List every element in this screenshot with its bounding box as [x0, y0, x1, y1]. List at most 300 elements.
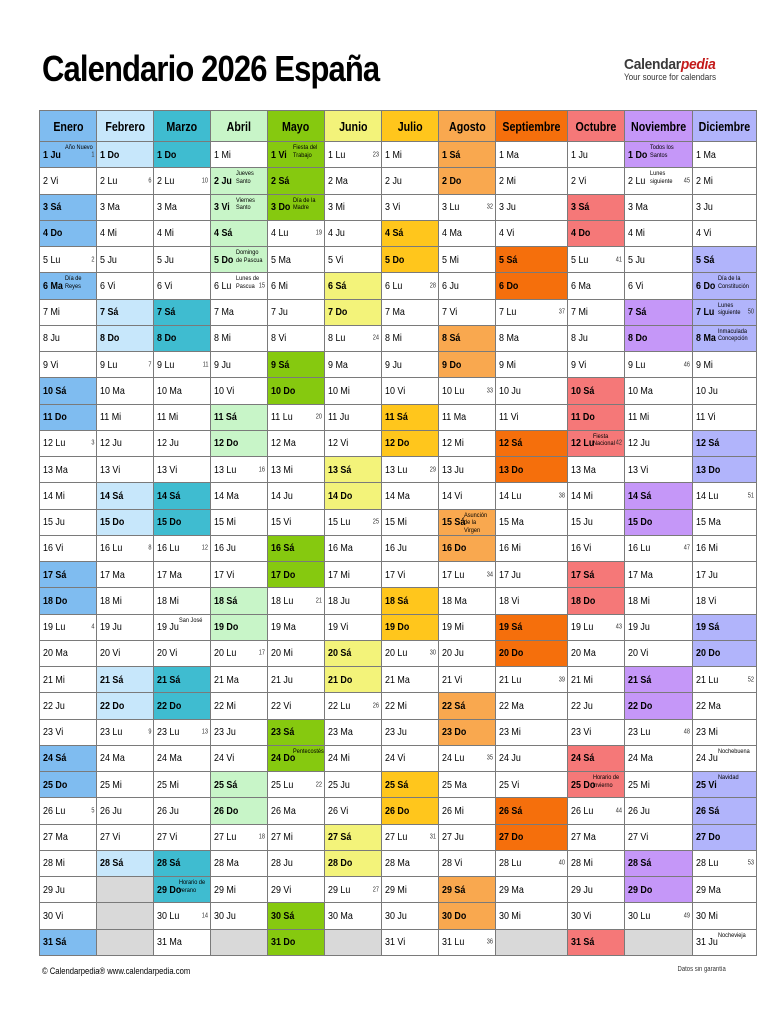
day-label: 3 Ma	[157, 201, 177, 214]
day-cell	[439, 273, 496, 299]
day-cell	[382, 640, 439, 666]
day-cell	[693, 378, 757, 404]
day-label: 24 Ma	[100, 752, 125, 765]
day-cell	[567, 325, 624, 351]
day-cell	[325, 745, 382, 771]
day-label: 9 Do	[442, 358, 462, 371]
day-label: 29 Ju	[43, 883, 65, 896]
day-row	[40, 168, 757, 194]
day-row	[40, 220, 757, 246]
day-cell	[624, 745, 692, 771]
day-cell	[567, 457, 624, 483]
week-number: 28	[429, 282, 437, 290]
day-cell	[439, 325, 496, 351]
day-cell	[154, 483, 211, 509]
day-label: 2 Lu	[100, 174, 118, 187]
day-cell	[567, 824, 624, 850]
day-cell	[211, 194, 268, 220]
day-label: 31 Lu	[442, 936, 465, 949]
holiday-note: Inmaculada Concepción	[718, 327, 748, 343]
day-label: 17 Vi	[214, 568, 235, 581]
day-label: 23 Vi	[43, 726, 64, 739]
day-label: 22 Sá	[442, 699, 466, 712]
day-cell	[567, 194, 624, 220]
day-label: 31 Vi	[385, 936, 406, 949]
day-label: 25 Mi	[157, 778, 179, 791]
day-label: 23 Mi	[696, 726, 718, 739]
day-label: 22 Do	[627, 699, 653, 712]
day-cell	[97, 457, 154, 483]
day-label: 9 Ju	[385, 358, 402, 371]
day-label: 4 Sá	[214, 227, 233, 240]
day-label: 10 Ma	[100, 384, 125, 397]
day-cell	[154, 772, 211, 798]
day-label: 5 Lu	[570, 253, 589, 266]
day-cell	[496, 535, 568, 561]
week-number: 45	[683, 177, 691, 185]
day-cell	[268, 929, 325, 955]
week-number: 22	[315, 781, 323, 789]
day-cell	[154, 273, 211, 299]
week-number: 37	[558, 308, 566, 316]
day-label: 22 Do	[100, 699, 125, 712]
day-label: 14 Sá	[157, 489, 181, 502]
month-header	[624, 111, 692, 142]
week-number: 36	[486, 938, 494, 946]
day-cell	[567, 640, 624, 666]
day-row	[40, 667, 757, 693]
day-cell	[567, 168, 624, 194]
day-label: 18 Ma	[442, 594, 467, 607]
day-label: 6 Ma	[43, 279, 63, 292]
week-number: 33	[486, 387, 494, 395]
day-label: 18 Vi	[696, 594, 717, 607]
day-label: 11 Ma	[442, 411, 467, 424]
day-label: 7 Mi	[43, 306, 60, 319]
day-cell	[97, 168, 154, 194]
day-label: 5 Vi	[328, 253, 344, 266]
day-label: 7 Ma	[385, 306, 405, 319]
day-cell	[382, 772, 439, 798]
day-cell	[567, 798, 624, 824]
day-cell	[439, 693, 496, 719]
day-label: 30 Do	[442, 909, 467, 922]
day-label: 18 Mi	[157, 594, 179, 607]
day-label: 25 Ma	[442, 778, 467, 791]
day-label: 6 Do	[499, 279, 519, 292]
day-cell	[382, 483, 439, 509]
day-row	[40, 457, 757, 483]
day-cell	[439, 562, 496, 588]
day-label: 1 Do	[100, 148, 120, 161]
day-cell	[268, 562, 325, 588]
day-cell	[567, 719, 624, 745]
footer-copyright[interactable]: © Calendarpedia® www.calendarpedia.com	[42, 966, 191, 976]
month-header	[211, 111, 268, 142]
day-cell	[439, 352, 496, 378]
day-cell	[325, 640, 382, 666]
week-number: 1	[91, 151, 95, 159]
week-number: 29	[429, 466, 437, 474]
day-label: 13 Vi	[627, 463, 648, 476]
day-cell	[97, 509, 154, 535]
week-number: 50	[747, 308, 755, 316]
day-cell	[268, 772, 325, 798]
day-cell	[567, 535, 624, 561]
day-cell	[211, 247, 268, 273]
day-row	[40, 903, 757, 929]
day-cell	[624, 273, 692, 299]
day-label: 21 Ma	[385, 673, 410, 686]
day-cell	[268, 247, 325, 273]
day-label: 26 Ma	[271, 804, 296, 817]
day-label: 14 Ju	[271, 489, 293, 502]
day-label: 23 Lu	[157, 726, 180, 739]
day-cell	[439, 745, 496, 771]
day-row	[40, 430, 757, 456]
day-cell	[97, 667, 154, 693]
day-label: 27 Sá	[328, 831, 352, 844]
day-label: 18 Ju	[328, 594, 350, 607]
day-label: 26 Ju	[100, 804, 122, 817]
day-label: 24 Vi	[385, 752, 406, 765]
day-label: 6 Vi	[100, 279, 116, 292]
day-cell	[624, 824, 692, 850]
day-cell	[496, 772, 568, 798]
day-label: 23 Do	[442, 726, 467, 739]
day-label: 18 Mi	[627, 594, 650, 607]
day-cell	[624, 325, 692, 351]
day-cell	[496, 378, 568, 404]
day-cell	[567, 667, 624, 693]
day-label: 16 Lu	[157, 542, 180, 555]
day-cell	[325, 378, 382, 404]
day-cell	[325, 247, 382, 273]
day-cell	[154, 142, 211, 168]
day-label: 11 Lu	[271, 411, 293, 424]
day-cell	[624, 194, 692, 220]
empty-cell	[97, 903, 154, 929]
day-label: 4 Mi	[157, 227, 174, 240]
day-label: 24 Do	[271, 752, 296, 765]
day-row	[40, 850, 757, 876]
day-cell	[40, 352, 97, 378]
day-label: 13 Sá	[328, 463, 352, 476]
day-label: 30 Ma	[328, 909, 353, 922]
day-label: 3 Ma	[627, 201, 648, 214]
day-cell	[693, 509, 757, 535]
day-row	[40, 614, 757, 640]
day-label: 30 Sá	[271, 909, 295, 922]
day-label: 29 Ju	[570, 883, 593, 896]
month-header	[567, 111, 624, 142]
day-label: 19 Sá	[499, 621, 523, 634]
day-label: 10 Sá	[570, 384, 595, 397]
day-label: 7 Ju	[271, 306, 288, 319]
day-label: 2 Ju	[214, 174, 232, 187]
month-name: Agosto	[448, 118, 486, 134]
day-cell	[97, 325, 154, 351]
day-cell	[154, 194, 211, 220]
day-label: 29 Ma	[499, 883, 524, 896]
day-label: 24 Mi	[328, 752, 350, 765]
day-label: 14 Ma	[214, 489, 239, 502]
day-cell	[382, 247, 439, 273]
month-header	[496, 111, 568, 142]
day-cell	[624, 299, 692, 325]
day-label: 19 Do	[385, 621, 410, 634]
day-label: 30 Lu	[627, 909, 651, 922]
day-cell	[211, 142, 268, 168]
day-label: 24 Lu	[442, 752, 465, 765]
month-header-row	[40, 111, 757, 142]
day-cell	[624, 640, 692, 666]
day-label: 30 Lu	[157, 909, 180, 922]
day-label: 2 Ju	[385, 174, 402, 187]
day-cell	[624, 850, 692, 876]
day-cell	[567, 247, 624, 273]
day-cell	[40, 273, 97, 299]
day-label: 27 Ma	[570, 831, 596, 844]
day-label: 12 Ju	[157, 437, 179, 450]
day-label: 12 Sá	[499, 437, 523, 450]
day-cell	[97, 772, 154, 798]
day-cell	[624, 798, 692, 824]
day-cell	[382, 745, 439, 771]
day-cell	[693, 430, 757, 456]
day-label: 11 Sá	[214, 411, 237, 424]
day-cell	[40, 614, 97, 640]
day-label: 25 Vi	[696, 778, 717, 791]
day-label: 17 Vi	[385, 568, 406, 581]
day-cell	[693, 667, 757, 693]
day-cell	[624, 220, 692, 246]
day-cell	[567, 220, 624, 246]
day-label: 9 Vi	[570, 358, 587, 371]
day-label: 9 Lu	[100, 358, 118, 371]
day-cell	[154, 614, 211, 640]
day-label: 9 Ju	[214, 358, 231, 371]
day-label: 2 Mi	[499, 174, 516, 187]
day-cell	[439, 247, 496, 273]
day-label: 30 Mi	[696, 909, 718, 922]
day-label: 21 Lu	[696, 673, 719, 686]
day-cell	[382, 325, 439, 351]
day-cell	[40, 430, 97, 456]
day-cell	[382, 535, 439, 561]
day-label: 7 Lu	[696, 306, 715, 319]
day-cell	[211, 168, 268, 194]
day-label: 10 Do	[271, 384, 296, 397]
day-cell	[624, 483, 692, 509]
day-cell	[97, 430, 154, 456]
day-label: 20 Sá	[328, 647, 352, 660]
day-label: 19 Lu	[570, 621, 594, 634]
day-cell	[567, 299, 624, 325]
day-label: 22 Vi	[271, 699, 292, 712]
day-cell	[40, 168, 97, 194]
day-label: 15 Ma	[499, 516, 524, 529]
day-cell	[154, 903, 211, 929]
holiday-note: Día de la Constitución	[718, 275, 749, 290]
day-cell	[154, 745, 211, 771]
day-cell	[693, 273, 757, 299]
day-cell	[567, 588, 624, 614]
week-number: 23	[372, 151, 380, 159]
month-header	[325, 111, 382, 142]
day-label: 18 Mi	[100, 594, 122, 607]
day-label: 26 Ju	[627, 804, 650, 817]
month-header	[439, 111, 496, 142]
day-label: 29 Mi	[385, 883, 407, 896]
day-cell	[693, 640, 757, 666]
day-label: 9 Ma	[328, 358, 348, 371]
day-cell	[693, 168, 757, 194]
day-label: 14 Ma	[385, 489, 410, 502]
week-number: 41	[615, 256, 623, 264]
day-cell	[439, 667, 496, 693]
day-label: 10 Ju	[696, 384, 718, 397]
day-label: 16 Sá	[271, 542, 295, 555]
day-label: 6 Sá	[328, 279, 347, 292]
day-row	[40, 798, 757, 824]
week-number: 53	[747, 859, 755, 867]
day-cell	[693, 772, 757, 798]
day-cell	[567, 509, 624, 535]
day-cell	[268, 325, 325, 351]
day-label: 27 Mi	[271, 831, 293, 844]
day-label: 6 Ma	[570, 279, 591, 292]
day-cell	[154, 640, 211, 666]
day-label: 8 Mi	[214, 332, 231, 345]
day-label: 27 Vi	[157, 831, 178, 844]
day-cell	[325, 299, 382, 325]
day-label: 8 Ma	[696, 332, 716, 345]
day-label: 24 Ma	[627, 752, 653, 765]
day-cell	[40, 562, 97, 588]
day-cell	[154, 588, 211, 614]
day-cell	[693, 325, 757, 351]
day-label: 13 Ma	[570, 463, 596, 476]
week-number: 39	[558, 676, 566, 684]
day-cell	[325, 719, 382, 745]
day-cell	[693, 194, 757, 220]
day-cell	[439, 168, 496, 194]
day-cell	[624, 614, 692, 640]
day-label: 9 Mi	[696, 358, 713, 371]
day-cell	[154, 667, 211, 693]
day-label: 5 Lu	[43, 253, 61, 266]
day-cell	[496, 299, 568, 325]
day-cell	[211, 562, 268, 588]
day-cell	[211, 772, 268, 798]
day-cell	[40, 535, 97, 561]
day-cell	[211, 745, 268, 771]
day-label: 4 Ju	[328, 227, 345, 240]
day-cell	[496, 483, 568, 509]
day-label: 6 Lu	[214, 279, 232, 292]
day-label: 1 Do	[627, 148, 648, 161]
day-label: 3 Sá	[570, 201, 590, 214]
day-cell	[268, 614, 325, 640]
day-label: 7 Sá	[157, 306, 176, 319]
day-cell	[624, 378, 692, 404]
day-cell	[496, 824, 568, 850]
day-label: 11 Sá	[385, 411, 408, 424]
holiday-note: Día de Reyes	[65, 275, 82, 290]
day-cell	[439, 509, 496, 535]
day-label: 1 Mi	[214, 148, 231, 161]
day-cell	[40, 194, 97, 220]
day-label: 7 Vi	[442, 306, 458, 319]
holiday-note: Pentecostés	[293, 747, 324, 755]
day-label: 22 Do	[157, 699, 182, 712]
week-number: 15	[258, 282, 266, 290]
day-label: 18 Vi	[499, 594, 520, 607]
week-number: 10	[201, 177, 209, 185]
day-label: 16 Vi	[43, 542, 64, 555]
holiday-note: Jueves Santo	[236, 170, 254, 185]
day-cell	[40, 247, 97, 273]
day-cell	[268, 142, 325, 168]
day-label: 7 Sá	[100, 306, 119, 319]
day-label: 21 Mi	[570, 673, 593, 686]
day-label: 27 Vi	[627, 831, 648, 844]
day-label: 12 Lu	[43, 437, 66, 450]
day-label: 12 Ju	[100, 437, 122, 450]
day-cell	[211, 667, 268, 693]
day-label: 13 Mi	[271, 463, 293, 476]
day-label: 15 Do	[627, 516, 653, 529]
week-number: 24	[372, 334, 380, 342]
day-label: 23 Mi	[499, 726, 521, 739]
day-cell	[624, 693, 692, 719]
day-label: 17 Ma	[627, 568, 653, 581]
brand-name-part: Calendar	[623, 56, 681, 73]
day-cell	[97, 745, 154, 771]
day-label: 21 Do	[328, 673, 353, 686]
day-cell	[439, 404, 496, 430]
day-cell	[693, 850, 757, 876]
day-row	[40, 535, 757, 561]
brand-logo[interactable]	[624, 56, 726, 82]
day-label: 14 Mi	[43, 489, 65, 502]
day-label: 28 Lu	[499, 857, 522, 870]
day-label: 23 Sá	[271, 726, 295, 739]
day-cell	[97, 640, 154, 666]
day-label: 11 Vi	[696, 411, 716, 424]
day-cell	[325, 667, 382, 693]
day-cell	[211, 719, 268, 745]
day-label: 19 Lu	[43, 621, 66, 634]
day-label: 31 Ju	[696, 936, 718, 949]
day-cell	[97, 719, 154, 745]
day-label: 6 Lu	[385, 279, 403, 292]
day-cell	[325, 614, 382, 640]
day-cell	[325, 824, 382, 850]
holiday-note: Lunes siguiente	[649, 170, 673, 185]
day-cell	[211, 378, 268, 404]
day-cell	[211, 850, 268, 876]
day-cell	[624, 903, 692, 929]
week-number: 31	[429, 833, 437, 841]
day-label: 17 Do	[271, 568, 296, 581]
day-label: 11 Do	[43, 411, 67, 424]
day-label: 20 Do	[696, 647, 721, 660]
day-cell	[693, 247, 757, 273]
week-number: 34	[486, 571, 494, 579]
day-label: 24 Sá	[570, 752, 595, 765]
